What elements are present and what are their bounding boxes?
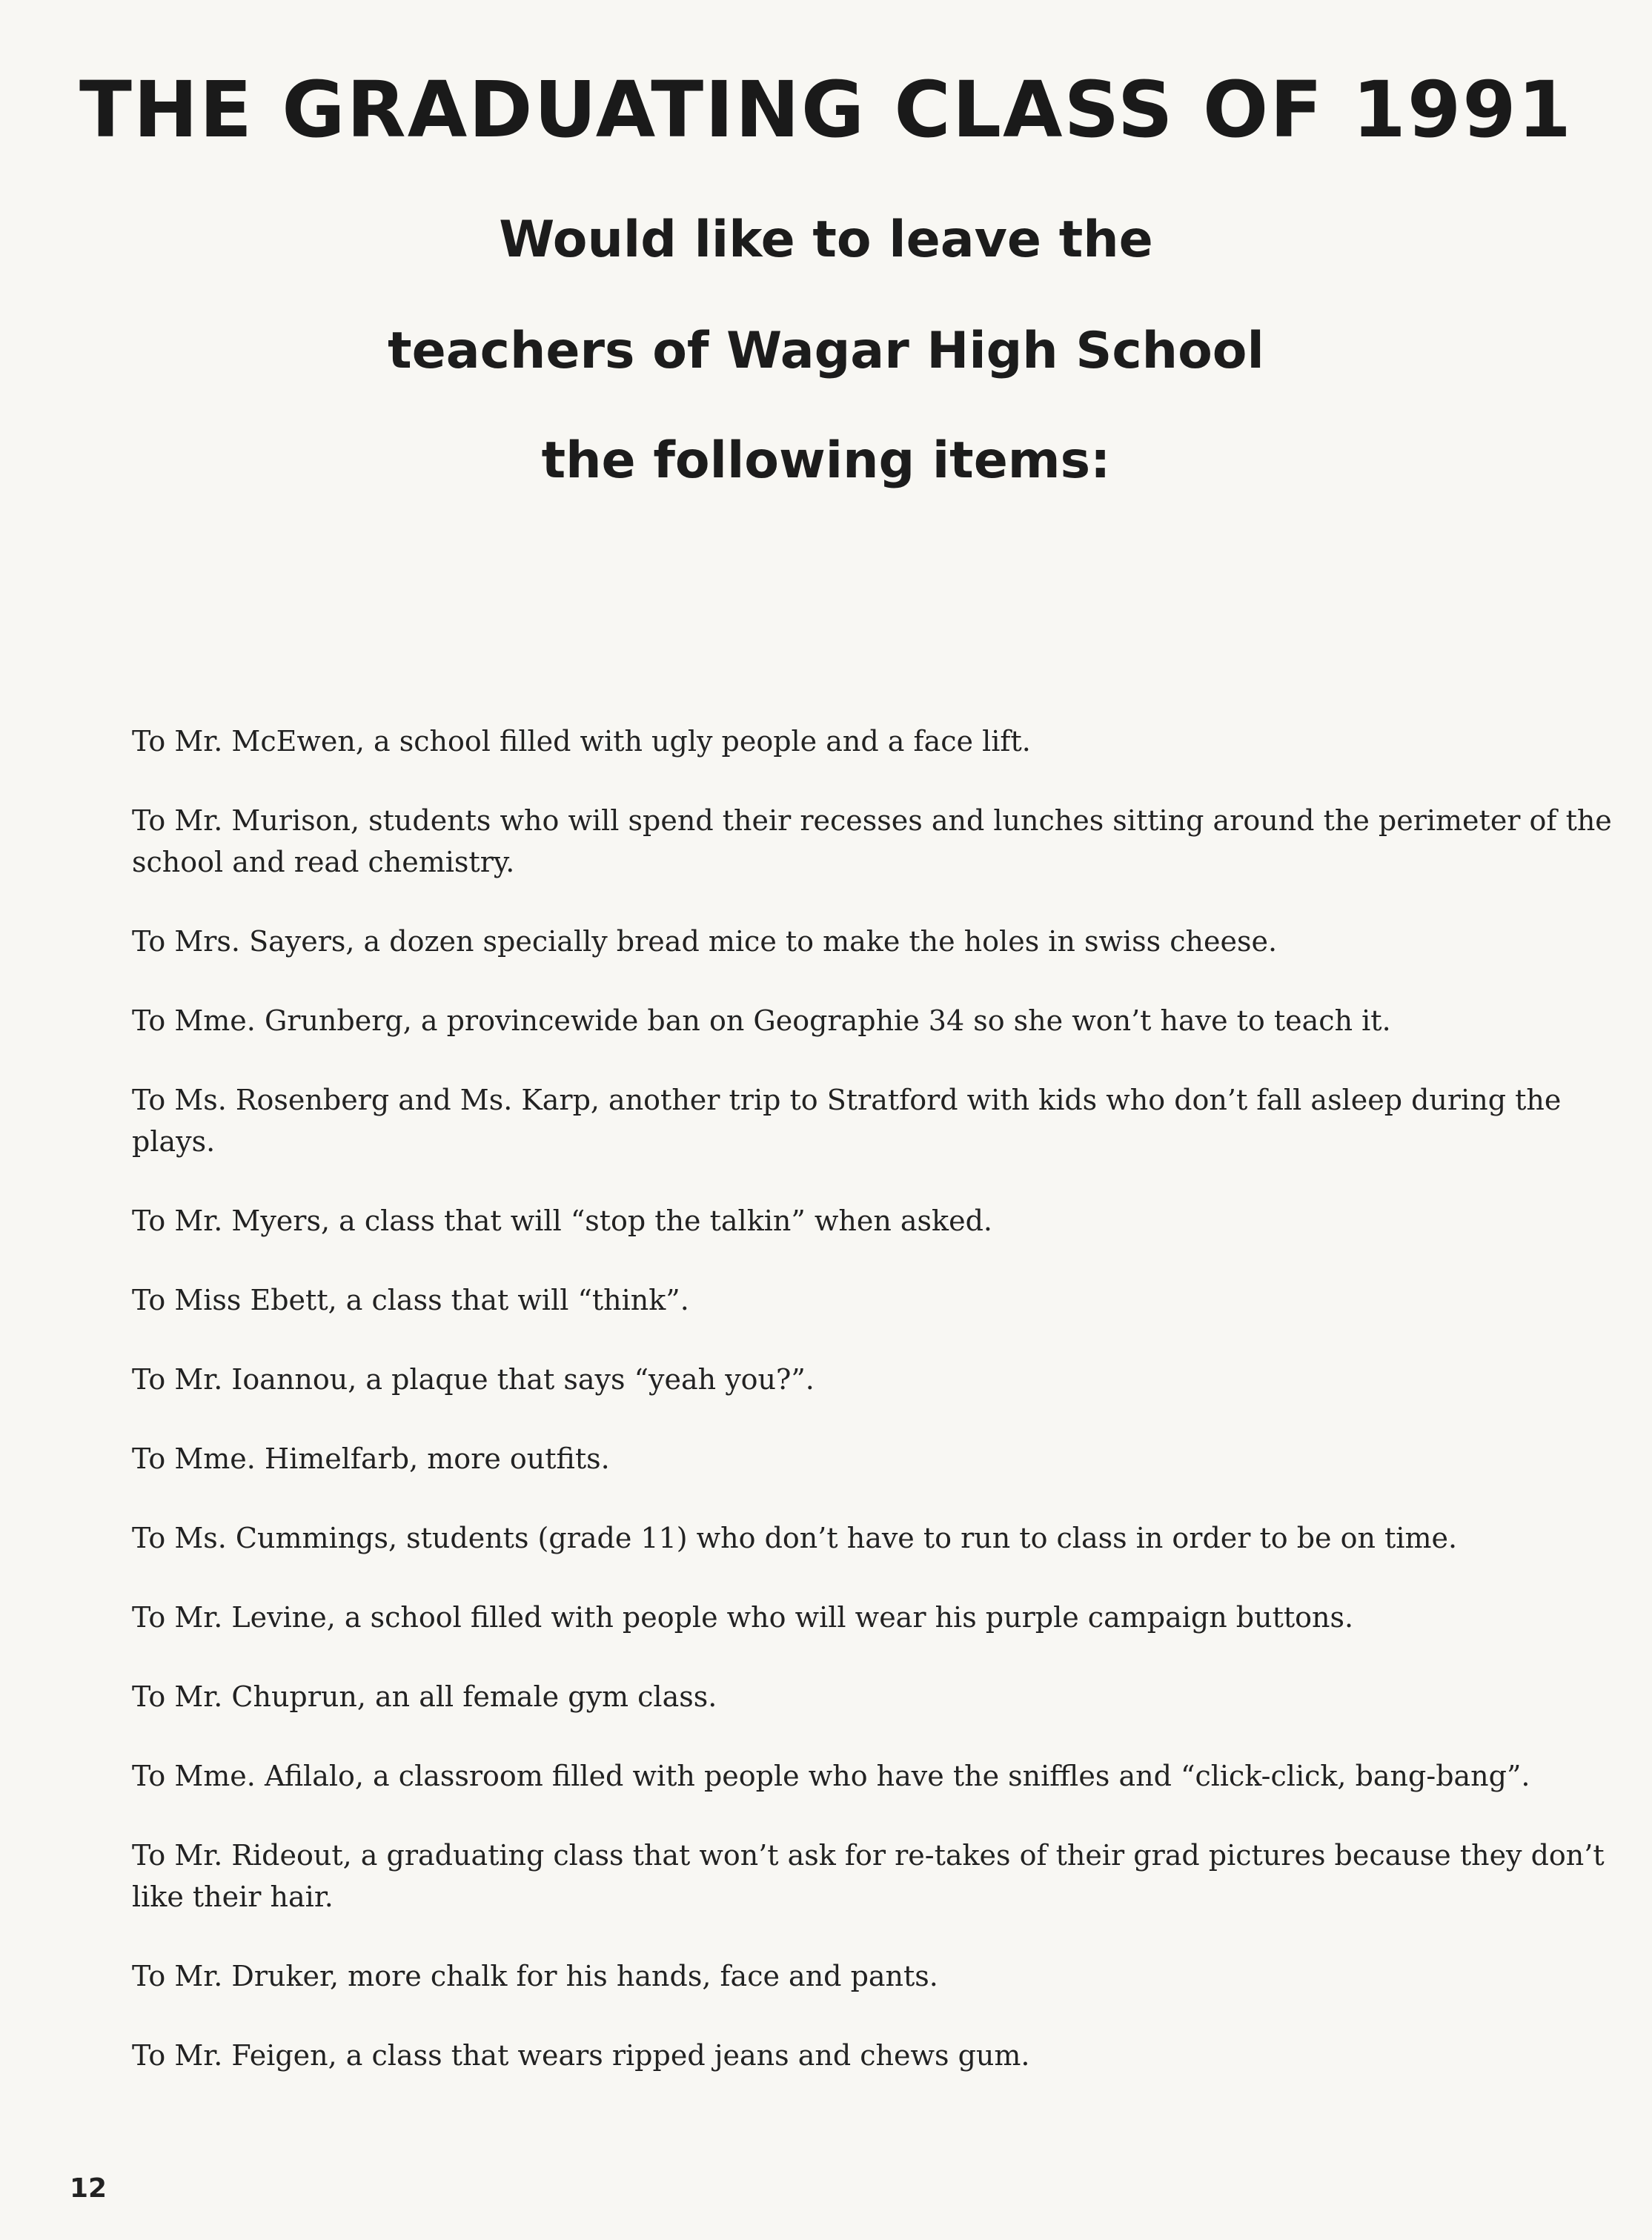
page-number: 12 (70, 2173, 107, 2204)
bequest-item: To Mr. Chuprun, an all female gym class. (132, 1680, 717, 1713)
bequest-item: To Mme. Afilalo, a classroom filled with people who have the sniffles and “click-click, bang-bang”. (132, 1760, 1530, 1792)
bequest-item: To Mme. Grunberg, a provincewide ban on Geographie 34 so she won’t have to teach it. (132, 1004, 1391, 1037)
bequest-item: To Mr. Feigen, a class that wears ripped jeans and chews gum. (132, 2039, 1030, 2072)
bequest-item: To Mr. McEwen, a school filled with ugly people and a face lift. (132, 725, 1031, 758)
bequest-item: To Mrs. Sayers, a dozen specially bread mice to make the holes in swiss cheese. (132, 925, 1278, 958)
bequest-item: To Mr. Murison, students who will spend their recesses and lunches sitting around the perimeter of the school and read chemistry. (132, 804, 1612, 878)
bequest-item: To Mr. Druker, more chalk for his hands, face and pants. (132, 1960, 938, 1992)
bequest-item: To Miss Ebett, a class that will “think”. (132, 1284, 689, 1316)
page-title: THE GRADUATING CLASS OF 1991 (79, 64, 1573, 155)
subtitle-line-2: teachers of Wagar High School (388, 322, 1264, 380)
bequest-item: To Ms. Rosenberg and Ms. Karp, another trip to Stratford with kids who don’t fall asleep during the plays. (132, 1084, 1562, 1158)
bequest-item: To Mr. Levine, a school filled with people who will wear his purple campaign buttons. (132, 1601, 1354, 1634)
subtitle-line-1: Would like to leave the (499, 211, 1153, 269)
bequest-item: To Mr. Myers, a class that will “stop the talkin” when asked. (132, 1205, 992, 1237)
bequest-list (132, 720, 1614, 2114)
bequest-item: To Mr. Rideout, a graduating class that won’t ask for re-takes of their grad pictures because they don’t like their hair. (132, 1839, 1605, 1913)
bequest-item: To Mme. Himelfarb, more outfits. (132, 1442, 610, 1475)
bequest-item: To Ms. Cummings, students (grade 11) who don’t have to run to class in order to be on time. (132, 1522, 1458, 1554)
subtitle-line-3: the following items: (541, 431, 1111, 490)
bequest-item: To Mr. Ioannou, a plaque that says “yeah you?”. (132, 1363, 815, 1396)
